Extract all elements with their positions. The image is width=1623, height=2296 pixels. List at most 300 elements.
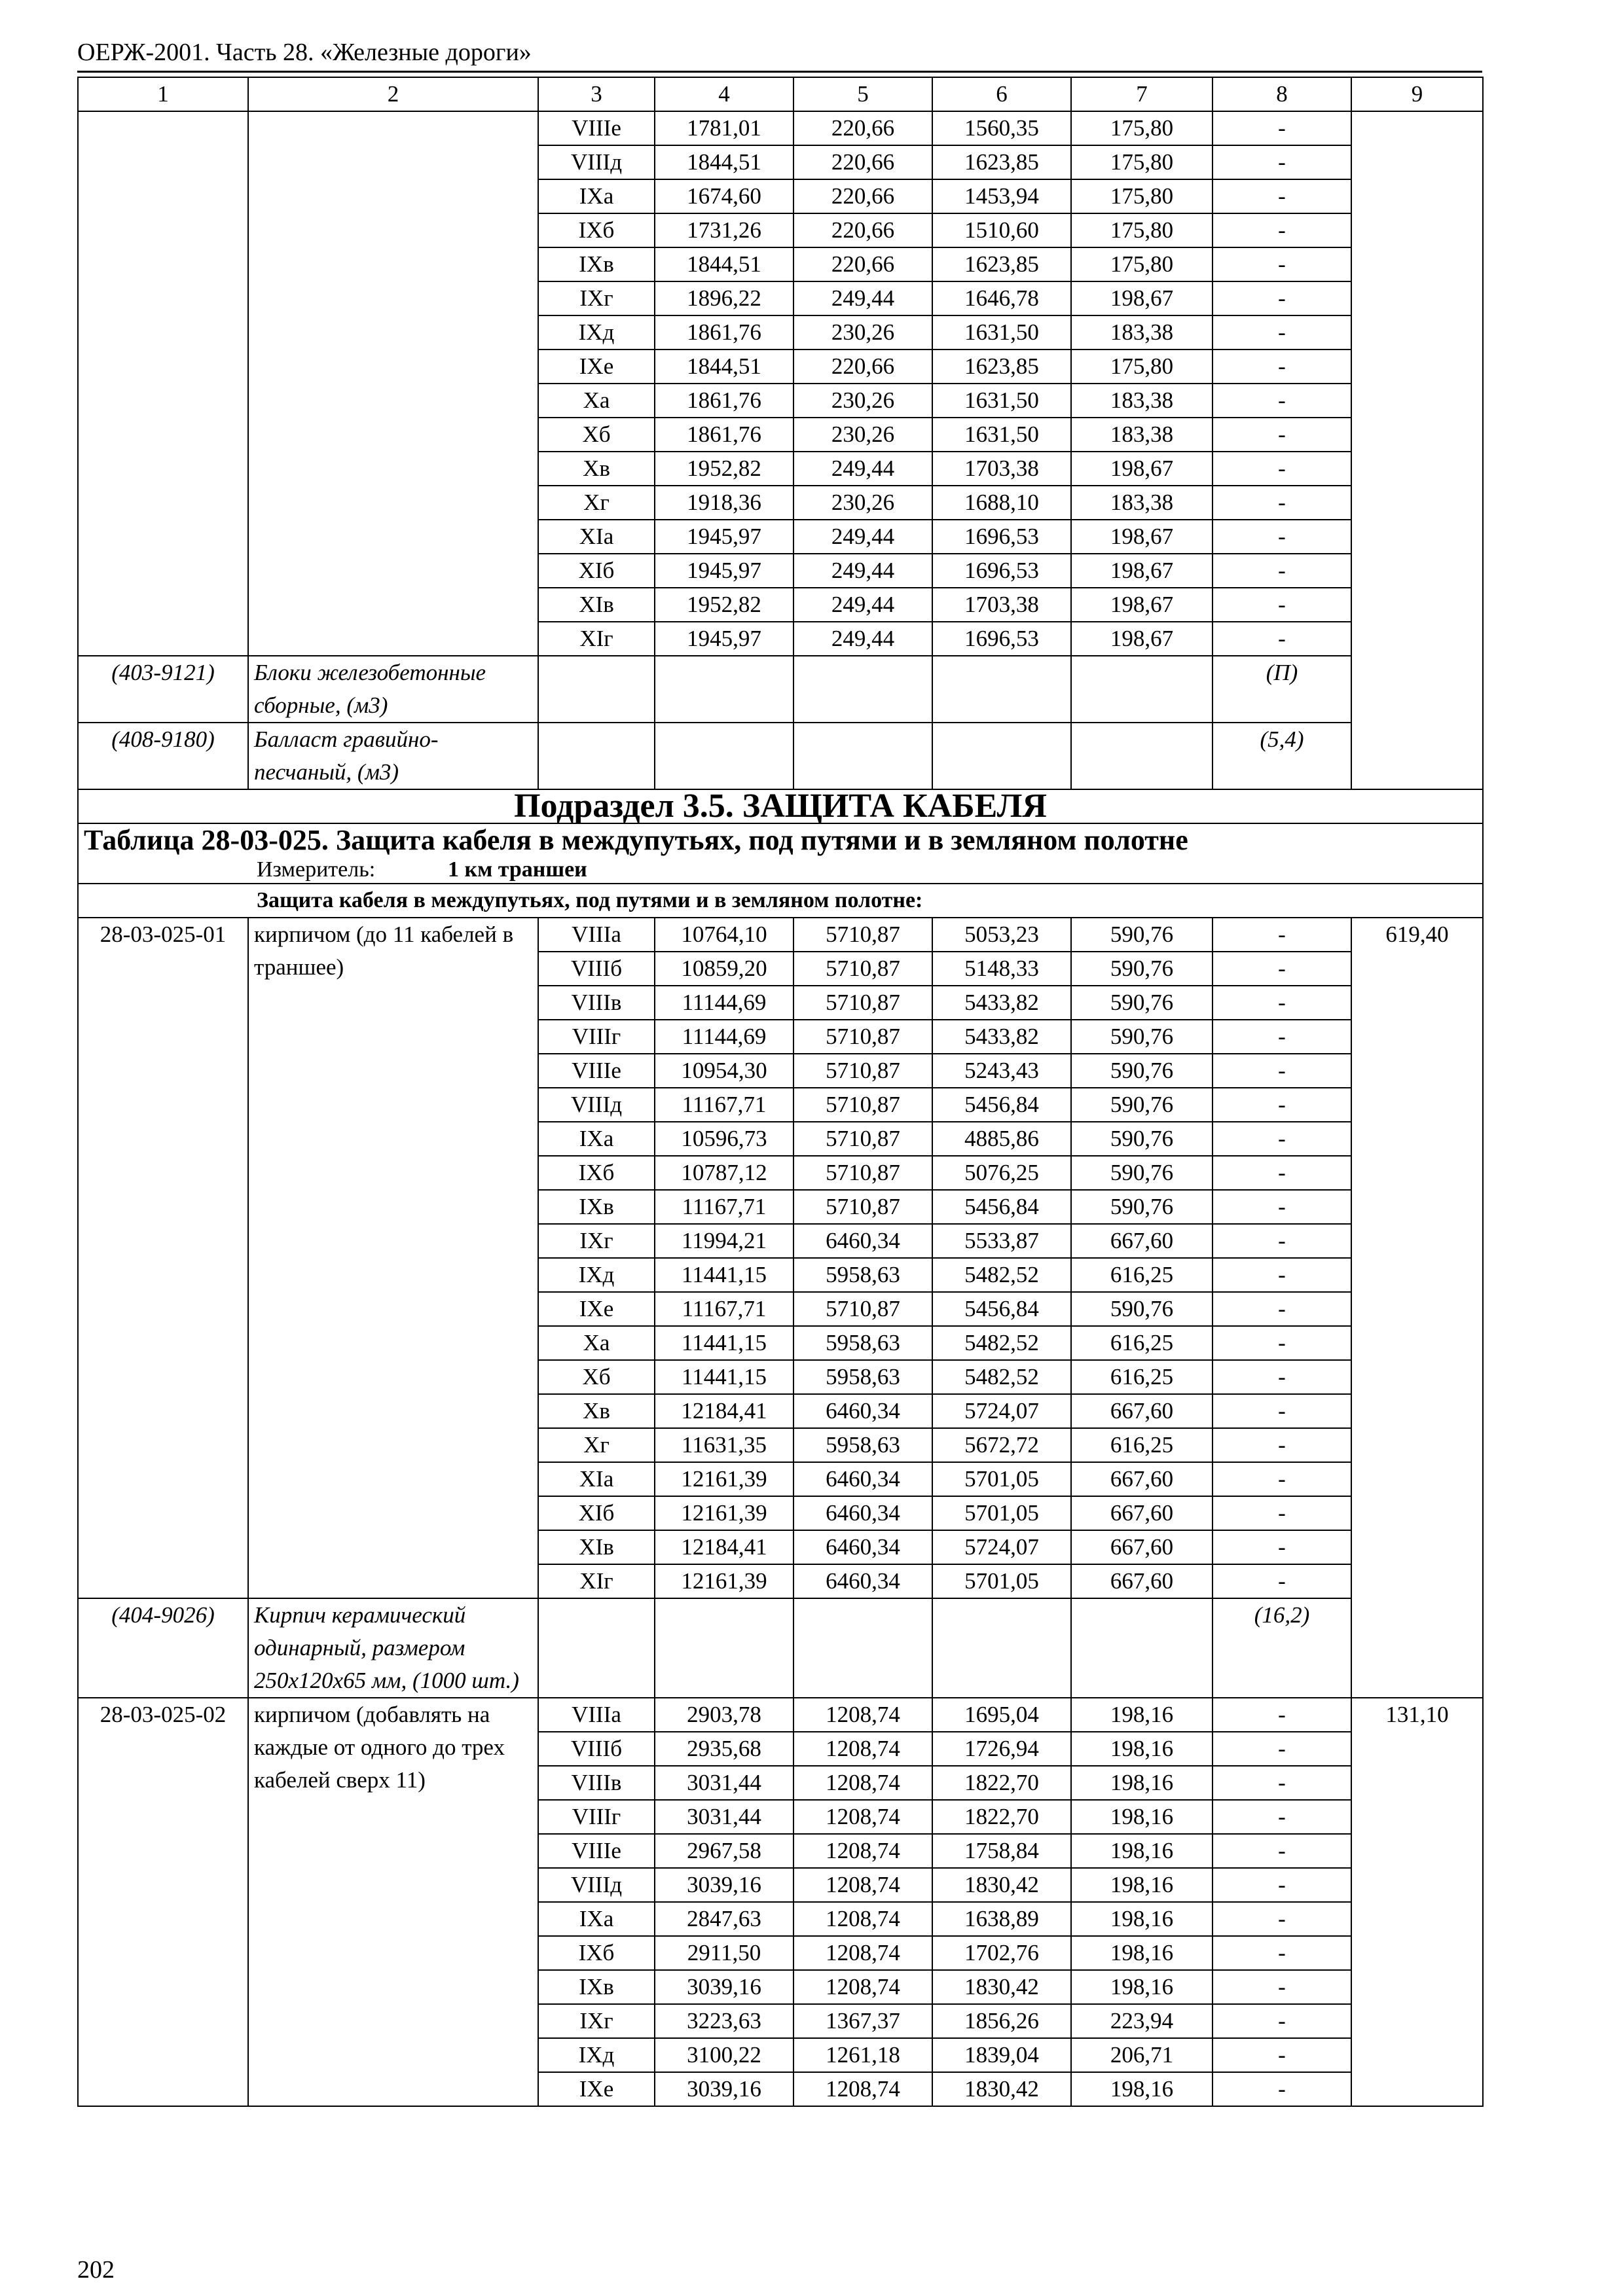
item-name: кирпичом (добавлять на каждые от одного до трех кабелей сверх 11): [248, 1698, 538, 2106]
labor-cost-cell: 249,44: [793, 622, 932, 656]
machine-cost-cell: 1703,38: [932, 452, 1071, 486]
zone-cell: IXе: [538, 1292, 655, 1326]
zone-cell: VIIIа: [538, 918, 655, 952]
total-cost-cell: 10596,73: [655, 1122, 793, 1156]
materials-cost-cell: -: [1213, 1394, 1351, 1428]
total-cost-cell: 11167,71: [655, 1190, 793, 1224]
machine-cost-cell: 5433,82: [932, 1020, 1071, 1054]
blank-cell: [793, 656, 932, 723]
total-cost-cell: 10764,10: [655, 918, 793, 952]
machine-cost-cell: 1696,53: [932, 622, 1071, 656]
zone-cell: IXг: [538, 1224, 655, 1258]
blank-cell: [538, 656, 655, 723]
materials-cost-cell: -: [1213, 1970, 1351, 2004]
column-number-cell: 8: [1213, 77, 1351, 111]
total-cost-cell: 11631,35: [655, 1428, 793, 1462]
blank-cell: [932, 723, 1071, 789]
zone-cell: VIIIд: [538, 1088, 655, 1122]
labor-cost-cell: 230,26: [793, 418, 932, 452]
operator-wage-cell: 198,16: [1071, 1902, 1213, 1936]
machine-cost-cell: 5533,87: [932, 1224, 1071, 1258]
total-cost-cell: 11144,69: [655, 1020, 793, 1054]
labor-cost-cell: 5710,87: [793, 952, 932, 986]
table-title-row: [78, 823, 1483, 884]
zone-cell: VIIIе: [538, 1054, 655, 1088]
labor-cost-cell: 1208,74: [793, 1868, 932, 1902]
machine-cost-cell: 5433,82: [932, 986, 1071, 1020]
machine-cost-cell: 5724,07: [932, 1394, 1071, 1428]
materials-cost-cell: -: [1213, 1868, 1351, 1902]
zone-cell: VIIIв: [538, 986, 655, 1020]
zone-cell: XIг: [538, 622, 655, 656]
machine-cost-cell: 5724,07: [932, 1530, 1071, 1564]
operator-wage-cell: 198,16: [1071, 1834, 1213, 1868]
materials-cost-cell: -: [1213, 1766, 1351, 1800]
zone-cell: IXв: [538, 247, 655, 281]
machine-cost-cell: 1631,50: [932, 418, 1071, 452]
operator-wage-cell: 175,80: [1071, 247, 1213, 281]
table-title-cell: [78, 823, 1483, 884]
total-cost-cell: 2911,50: [655, 1936, 793, 1970]
labor-cost-cell: 5958,63: [793, 1326, 932, 1360]
operator-wage-cell: 616,25: [1071, 1258, 1213, 1292]
materials-cost-cell: -: [1213, 1190, 1351, 1224]
machine-cost-cell: 5701,05: [932, 1496, 1071, 1530]
operator-wage-cell: 198,16: [1071, 1800, 1213, 1834]
operator-wage-cell: 590,76: [1071, 1156, 1213, 1190]
labor-hours-cell: [1351, 111, 1483, 789]
zone-cell: XIа: [538, 520, 655, 554]
total-cost-cell: 1896,22: [655, 281, 793, 315]
operator-wage-cell: 590,76: [1071, 1054, 1213, 1088]
operator-wage-cell: 175,80: [1071, 350, 1213, 384]
labor-cost-cell: 1208,74: [793, 1800, 932, 1834]
column-number-cell: 4: [655, 77, 793, 111]
zone-cell: VIIIд: [538, 1868, 655, 1902]
operator-wage-cell: 616,25: [1071, 1326, 1213, 1360]
zone-cell: IXа: [538, 1122, 655, 1156]
operator-wage-cell: 198,16: [1071, 2072, 1213, 2106]
operator-wage-cell: 590,76: [1071, 1122, 1213, 1156]
operator-wage-cell: 183,38: [1071, 384, 1213, 418]
labor-cost-cell: 6460,34: [793, 1564, 932, 1598]
labor-hours-cell: 619,40: [1351, 918, 1483, 1698]
zone-cell: Xг: [538, 1428, 655, 1462]
column-number-cell: 2: [248, 77, 538, 111]
machine-cost-cell: 4885,86: [932, 1122, 1071, 1156]
zone-cell: VIIIд: [538, 145, 655, 179]
labor-cost-cell: 5710,87: [793, 986, 932, 1020]
running-header: ОЕРЖ-2001. Часть 28. «Железные дороги»: [77, 39, 532, 66]
labor-cost-cell: 220,66: [793, 111, 932, 145]
zone-cell: VIIIв: [538, 1766, 655, 1800]
resource-code: (408-9180): [78, 723, 248, 789]
zone-cell: XIа: [538, 1462, 655, 1496]
materials-cost-cell: -: [1213, 384, 1351, 418]
labor-cost-cell: 5710,87: [793, 1292, 932, 1326]
materials-cost-cell: -: [1213, 1292, 1351, 1326]
total-cost-cell: 10954,30: [655, 1054, 793, 1088]
caption-cell: [78, 884, 1483, 918]
zone-cell: Xб: [538, 1360, 655, 1394]
zone-cell: VIIIб: [538, 952, 655, 986]
table-row: [78, 1698, 1483, 1732]
machine-cost-cell: 1758,84: [932, 1834, 1071, 1868]
labor-cost-cell: 1261,18: [793, 2038, 932, 2072]
operator-wage-cell: 198,67: [1071, 622, 1213, 656]
materials-cost-cell: -: [1213, 2072, 1351, 2106]
total-cost-cell: 1731,26: [655, 213, 793, 247]
materials-cost-cell: -: [1213, 1156, 1351, 1190]
materials-cost-cell: -: [1213, 1530, 1351, 1564]
materials-cost-cell: -: [1213, 452, 1351, 486]
materials-cost-cell: -: [1213, 952, 1351, 986]
labor-cost-cell: 5710,87: [793, 918, 932, 952]
materials-cost-cell: -: [1213, 1088, 1351, 1122]
machine-cost-cell: 1453,94: [932, 179, 1071, 213]
materials-cost-cell: -: [1213, 1732, 1351, 1766]
labor-cost-cell: 1208,74: [793, 1732, 932, 1766]
zone-cell: IXд: [538, 315, 655, 350]
operator-wage-cell: 616,25: [1071, 1428, 1213, 1462]
total-cost-cell: 3039,16: [655, 2072, 793, 2106]
machine-cost-cell: 1822,70: [932, 1800, 1071, 1834]
operator-wage-cell: 667,60: [1071, 1530, 1213, 1564]
zone-cell: IXд: [538, 1258, 655, 1292]
operator-wage-cell: 590,76: [1071, 1292, 1213, 1326]
machine-cost-cell: 1623,85: [932, 247, 1071, 281]
blank-cell: [655, 1598, 793, 1698]
operator-wage-cell: 223,94: [1071, 2004, 1213, 2038]
resource-name: Блоки железобетонные сборные, (м3): [248, 656, 538, 723]
resource-quantity: (П): [1213, 656, 1351, 723]
operator-wage-cell: 590,76: [1071, 1190, 1213, 1224]
resource-row: [78, 723, 1483, 789]
blank-cell: [538, 1598, 655, 1698]
resource-quantity: (5,4): [1213, 723, 1351, 789]
materials-cost-cell: -: [1213, 1020, 1351, 1054]
page-number: 202: [77, 2256, 115, 2284]
zone-cell: IXв: [538, 1190, 655, 1224]
zone-cell: Xв: [538, 452, 655, 486]
column-number-row: [78, 77, 1483, 111]
operator-wage-cell: 183,38: [1071, 315, 1213, 350]
zone-cell: XIб: [538, 1496, 655, 1530]
total-cost-cell: 12161,39: [655, 1496, 793, 1530]
blank-cell: [793, 723, 932, 789]
labor-cost-cell: 249,44: [793, 554, 932, 588]
labor-cost-cell: 220,66: [793, 179, 932, 213]
labor-cost-cell: 1208,74: [793, 1970, 932, 2004]
resource-row: [78, 1598, 1483, 1698]
materials-cost-cell: -: [1213, 1902, 1351, 1936]
total-cost-cell: 10787,12: [655, 1156, 793, 1190]
machine-cost-cell: 5148,33: [932, 952, 1071, 986]
total-cost-cell: 1861,76: [655, 315, 793, 350]
zone-cell: Xв: [538, 1394, 655, 1428]
labor-cost-cell: 1208,74: [793, 1834, 932, 1868]
labor-cost-cell: 6460,34: [793, 1462, 932, 1496]
labor-cost-cell: 5958,63: [793, 1428, 932, 1462]
blank-cell: [932, 1598, 1071, 1698]
total-cost-cell: 11167,71: [655, 1088, 793, 1122]
zone-cell: Xа: [538, 384, 655, 418]
rates-table-body: [78, 77, 1483, 2106]
measure-label: Измеритель:: [257, 857, 376, 882]
blank-cell: [932, 656, 1071, 723]
column-number-cell: 7: [1071, 77, 1213, 111]
zone-cell: XIв: [538, 1530, 655, 1564]
materials-cost-cell: -: [1213, 1224, 1351, 1258]
materials-cost-cell: -: [1213, 418, 1351, 452]
resource-quantity: (16,2): [1213, 1598, 1351, 1698]
materials-cost-cell: -: [1213, 2038, 1351, 2072]
materials-cost-cell: -: [1213, 1054, 1351, 1088]
operator-wage-cell: 198,67: [1071, 520, 1213, 554]
column-number-cell: 9: [1351, 77, 1483, 111]
total-cost-cell: 3100,22: [655, 2038, 793, 2072]
operator-wage-cell: 616,25: [1071, 1360, 1213, 1394]
zone-cell: VIIIа: [538, 1698, 655, 1732]
operator-wage-cell: 198,67: [1071, 281, 1213, 315]
zone-cell: IXд: [538, 2038, 655, 2072]
labor-cost-cell: 249,44: [793, 281, 932, 315]
item-name: кирпичом (до 11 кабелей в траншее): [248, 918, 538, 1598]
labor-cost-cell: 6460,34: [793, 1224, 932, 1258]
materials-cost-cell: -: [1213, 315, 1351, 350]
total-cost-cell: 10859,20: [655, 952, 793, 986]
labor-cost-cell: 220,66: [793, 213, 932, 247]
machine-cost-cell: 1631,50: [932, 315, 1071, 350]
labor-cost-cell: 230,26: [793, 384, 932, 418]
labor-cost-cell: 6460,34: [793, 1496, 932, 1530]
blank-cell: [655, 656, 793, 723]
materials-cost-cell: -: [1213, 1462, 1351, 1496]
materials-cost-cell: -: [1213, 111, 1351, 145]
total-cost-cell: 11441,15: [655, 1326, 793, 1360]
operator-wage-cell: 667,60: [1071, 1564, 1213, 1598]
machine-cost-cell: 1703,38: [932, 588, 1071, 622]
materials-cost-cell: -: [1213, 145, 1351, 179]
operator-wage-cell: 198,16: [1071, 1970, 1213, 2004]
total-cost-cell: 11167,71: [655, 1292, 793, 1326]
labor-cost-cell: 220,66: [793, 145, 932, 179]
machine-cost-cell: 5076,25: [932, 1156, 1071, 1190]
operator-wage-cell: 667,60: [1071, 1224, 1213, 1258]
machine-cost-cell: 5701,05: [932, 1462, 1071, 1496]
total-cost-cell: 2903,78: [655, 1698, 793, 1732]
zone-cell: VIIIе: [538, 111, 655, 145]
zone-cell: IXб: [538, 1156, 655, 1190]
zone-cell: VIIIг: [538, 1800, 655, 1834]
labor-cost-cell: 220,66: [793, 247, 932, 281]
zone-cell: IXб: [538, 1936, 655, 1970]
zone-cell: VIIIб: [538, 1732, 655, 1766]
materials-cost-cell: -: [1213, 918, 1351, 952]
total-cost-cell: 11994,21: [655, 1224, 793, 1258]
labor-cost-cell: 5710,87: [793, 1156, 932, 1190]
zone-cell: IXе: [538, 2072, 655, 2106]
operator-wage-cell: 198,67: [1071, 554, 1213, 588]
zone-cell: XIб: [538, 554, 655, 588]
zone-cell: VIIIг: [538, 1020, 655, 1054]
machine-cost-cell: 1830,42: [932, 1970, 1071, 2004]
machine-cost-cell: 5482,52: [932, 1326, 1071, 1360]
total-cost-cell: 3039,16: [655, 1970, 793, 2004]
machine-cost-cell: 5456,84: [932, 1088, 1071, 1122]
machine-cost-cell: 1830,42: [932, 2072, 1071, 2106]
blank-cell: [655, 723, 793, 789]
labor-cost-cell: 1208,74: [793, 1698, 932, 1732]
total-cost-cell: 3039,16: [655, 1868, 793, 1902]
materials-cost-cell: -: [1213, 1360, 1351, 1394]
table-title: Таблица 28-03-025. Защита кабеля в междупутьях, под путями и в земляном полотне: [84, 824, 1188, 856]
materials-cost-cell: -: [1213, 281, 1351, 315]
header-rule: [77, 71, 1482, 73]
operator-wage-cell: 590,76: [1071, 986, 1213, 1020]
machine-cost-cell: 5701,05: [932, 1564, 1071, 1598]
zone-cell: Xа: [538, 1326, 655, 1360]
blank-cell: [1071, 723, 1213, 789]
labor-cost-cell: 1208,74: [793, 2072, 932, 2106]
total-cost-cell: 12184,41: [655, 1530, 793, 1564]
materials-cost-cell: -: [1213, 986, 1351, 1020]
materials-cost-cell: -: [1213, 1800, 1351, 1834]
machine-cost-cell: 1822,70: [932, 1766, 1071, 1800]
labor-cost-cell: 230,26: [793, 486, 932, 520]
materials-cost-cell: -: [1213, 486, 1351, 520]
zone-cell: Xг: [538, 486, 655, 520]
materials-cost-cell: -: [1213, 247, 1351, 281]
machine-cost-cell: 1631,50: [932, 384, 1071, 418]
blank-cell: [1071, 656, 1213, 723]
resource-code: (404-9026): [78, 1598, 248, 1698]
materials-cost-cell: -: [1213, 622, 1351, 656]
machine-cost-cell: 1688,10: [932, 486, 1071, 520]
machine-cost-cell: 5482,52: [932, 1258, 1071, 1292]
zone-cell: IXе: [538, 350, 655, 384]
machine-cost-cell: 1695,04: [932, 1698, 1071, 1732]
machine-cost-cell: 1560,35: [932, 111, 1071, 145]
operator-wage-cell: 198,67: [1071, 452, 1213, 486]
column-number-cell: 5: [793, 77, 932, 111]
total-cost-cell: 1861,76: [655, 418, 793, 452]
total-cost-cell: 1945,97: [655, 520, 793, 554]
operator-wage-cell: 590,76: [1071, 1020, 1213, 1054]
zone-cell: Xб: [538, 418, 655, 452]
resource-name: Балласт гравийно-песчаный, (м3): [248, 723, 538, 789]
blank-cell: [538, 723, 655, 789]
labor-cost-cell: 6460,34: [793, 1530, 932, 1564]
total-cost-cell: 1674,60: [655, 179, 793, 213]
caption-text: Защита кабеля в междупутьях, под путями и в земляном полотне:: [257, 888, 923, 912]
labor-cost-cell: 249,44: [793, 588, 932, 622]
zone-cell: IXг: [538, 2004, 655, 2038]
materials-cost-cell: -: [1213, 1496, 1351, 1530]
total-cost-cell: 2847,63: [655, 1902, 793, 1936]
operator-wage-cell: 590,76: [1071, 1088, 1213, 1122]
materials-cost-cell: -: [1213, 213, 1351, 247]
labor-cost-cell: 5958,63: [793, 1258, 932, 1292]
materials-cost-cell: -: [1213, 588, 1351, 622]
total-cost-cell: 11441,15: [655, 1258, 793, 1292]
total-cost-cell: 1952,82: [655, 588, 793, 622]
zone-cell: XIг: [538, 1564, 655, 1598]
column-number-cell: 6: [932, 77, 1071, 111]
operator-wage-cell: 198,16: [1071, 1766, 1213, 1800]
operator-wage-cell: 590,76: [1071, 952, 1213, 986]
labor-cost-cell: 1367,37: [793, 2004, 932, 2038]
operator-wage-cell: 198,16: [1071, 1868, 1213, 1902]
zone-cell: VIIIе: [538, 1834, 655, 1868]
table-row: [78, 918, 1483, 952]
total-cost-cell: 11441,15: [655, 1360, 793, 1394]
materials-cost-cell: -: [1213, 2004, 1351, 2038]
operator-wage-cell: 183,38: [1071, 486, 1213, 520]
code-cell: [78, 111, 248, 656]
section-title: Подраздел 3.5. ЗАЩИТА КАБЕЛЯ: [78, 789, 1483, 823]
total-cost-cell: 1945,97: [655, 554, 793, 588]
total-cost-cell: 1861,76: [655, 384, 793, 418]
operator-wage-cell: 198,16: [1071, 1936, 1213, 1970]
operator-wage-cell: 667,60: [1071, 1496, 1213, 1530]
machine-cost-cell: 5456,84: [932, 1292, 1071, 1326]
total-cost-cell: 3223,63: [655, 2004, 793, 2038]
materials-cost-cell: -: [1213, 1564, 1351, 1598]
labor-cost-cell: 5710,87: [793, 1122, 932, 1156]
total-cost-cell: 2967,58: [655, 1834, 793, 1868]
machine-cost-cell: 5053,23: [932, 918, 1071, 952]
machine-cost-cell: 1726,94: [932, 1732, 1071, 1766]
resource-name: Кирпич керамический одинарный, размером 250х120х65 мм, (1000 шт.): [248, 1598, 538, 1698]
labor-cost-cell: 230,26: [793, 315, 932, 350]
zone-cell: IXв: [538, 1970, 655, 2004]
materials-cost-cell: -: [1213, 1698, 1351, 1732]
machine-cost-cell: 1856,26: [932, 2004, 1071, 2038]
labor-cost-cell: 249,44: [793, 452, 932, 486]
zone-cell: IXб: [538, 213, 655, 247]
materials-cost-cell: -: [1213, 1428, 1351, 1462]
labor-cost-cell: 220,66: [793, 350, 932, 384]
section-title-row: [78, 789, 1483, 823]
labor-cost-cell: 1208,74: [793, 1936, 932, 1970]
materials-cost-cell: -: [1213, 1258, 1351, 1292]
operator-wage-cell: 206,71: [1071, 2038, 1213, 2072]
labor-cost-cell: 6460,34: [793, 1394, 932, 1428]
total-cost-cell: 11144,69: [655, 986, 793, 1020]
zone-cell: XIв: [538, 588, 655, 622]
labor-cost-cell: 5710,87: [793, 1088, 932, 1122]
materials-cost-cell: -: [1213, 1326, 1351, 1360]
labor-cost-cell: 249,44: [793, 520, 932, 554]
operator-wage-cell: 590,76: [1071, 918, 1213, 952]
measure-unit: 1 км траншеи: [448, 857, 587, 882]
machine-cost-cell: 5243,43: [932, 1054, 1071, 1088]
machine-cost-cell: 1510,60: [932, 213, 1071, 247]
materials-cost-cell: -: [1213, 179, 1351, 213]
total-cost-cell: 12161,39: [655, 1462, 793, 1496]
materials-cost-cell: -: [1213, 1122, 1351, 1156]
materials-cost-cell: -: [1213, 554, 1351, 588]
total-cost-cell: 2935,68: [655, 1732, 793, 1766]
machine-cost-cell: 5672,72: [932, 1428, 1071, 1462]
machine-cost-cell: 1638,89: [932, 1902, 1071, 1936]
total-cost-cell: 12161,39: [655, 1564, 793, 1598]
machine-cost-cell: 1696,53: [932, 520, 1071, 554]
column-number-cell: 3: [538, 77, 655, 111]
operator-wage-cell: 667,60: [1071, 1462, 1213, 1496]
zone-cell: IXа: [538, 179, 655, 213]
